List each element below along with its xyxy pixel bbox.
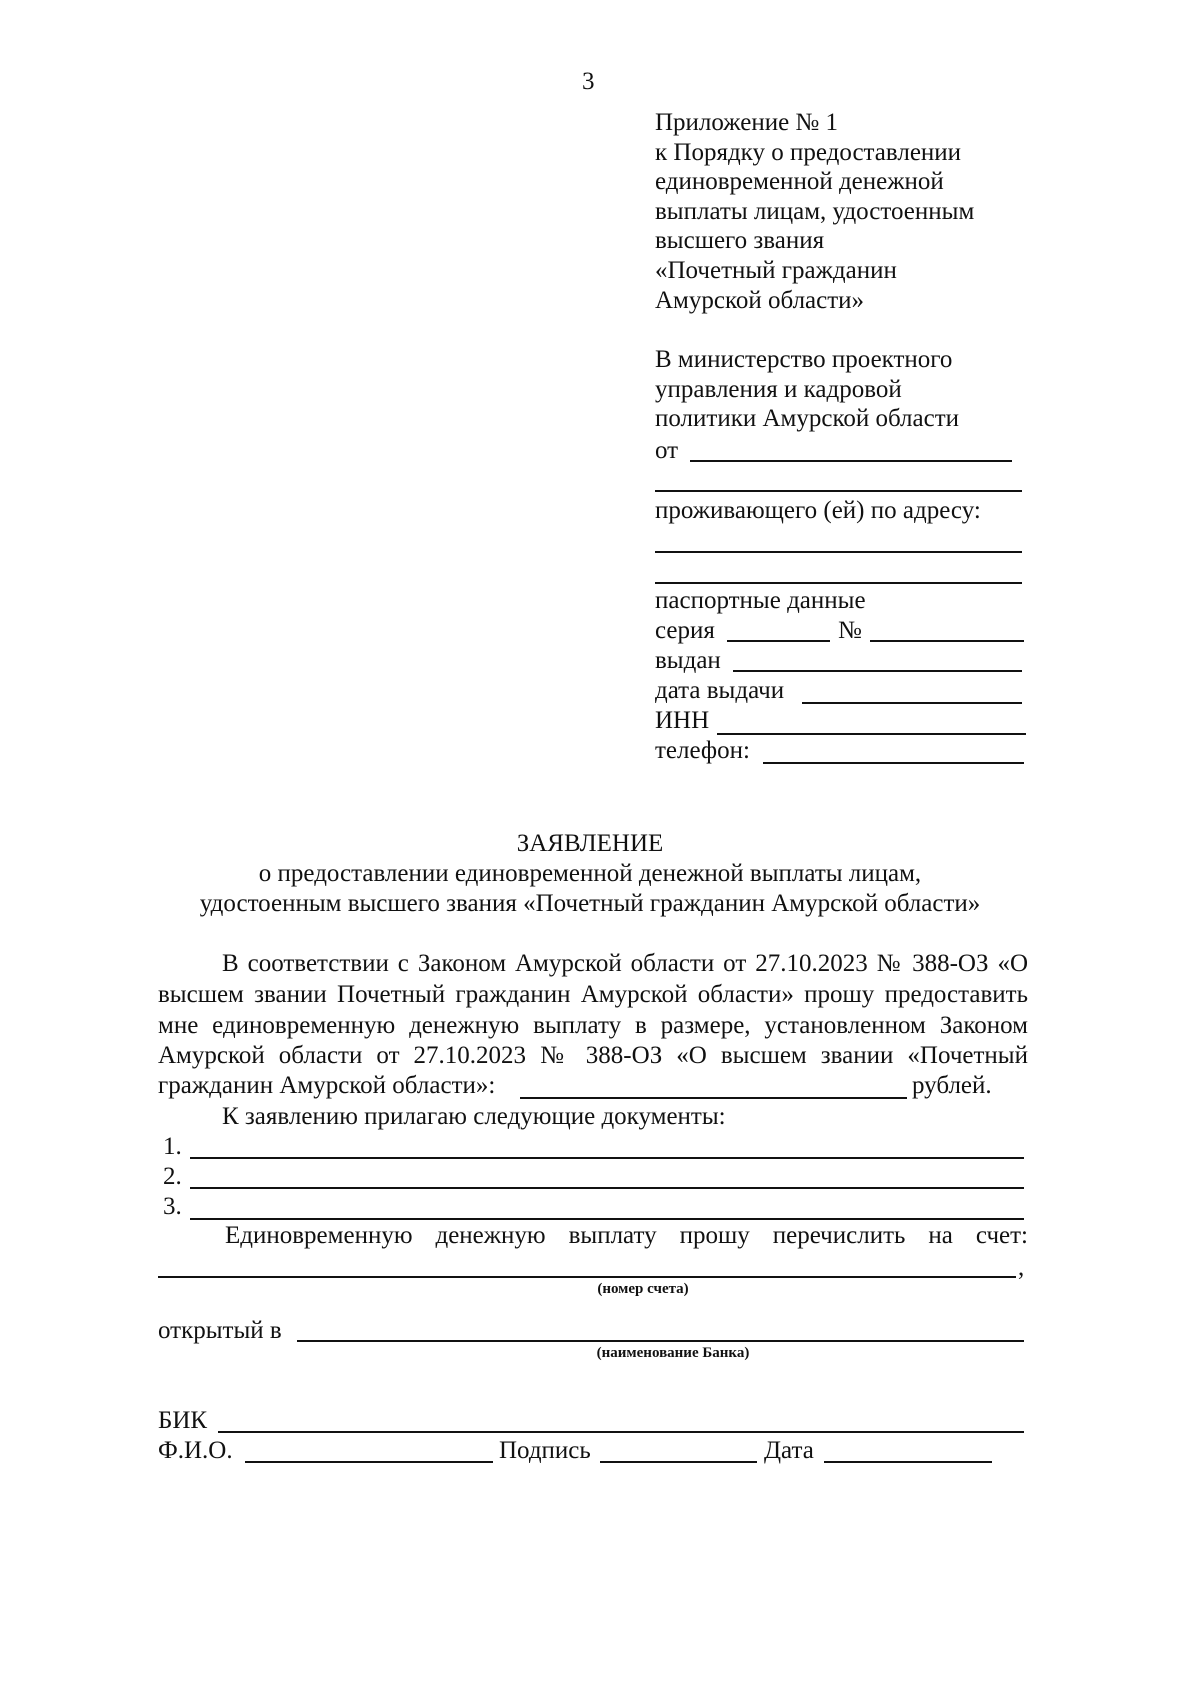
- passport-number-line[interactable]: [870, 640, 1024, 642]
- inn-line[interactable]: [717, 733, 1026, 735]
- addressee-line: управления и кадровой: [655, 375, 902, 403]
- page-number: 3: [582, 68, 595, 95]
- bik-line[interactable]: [218, 1431, 1024, 1433]
- date-label: Дата: [764, 1437, 814, 1464]
- body-line: гражданин Амурской области»:: [158, 1072, 496, 1099]
- document-line-1[interactable]: [190, 1157, 1024, 1159]
- documents-intro: К заявлению прилагаю следующие документы:: [222, 1103, 726, 1130]
- phone-label: телефон:: [655, 737, 750, 764]
- address-line-1[interactable]: [655, 551, 1022, 553]
- from-label: от: [655, 437, 679, 464]
- bank-line[interactable]: [297, 1340, 1024, 1342]
- document-subtitle-1: о предоставлении единовременной денежной выплаты лицам,: [258, 860, 922, 887]
- bank-caption: (наименование Банка): [596, 1345, 750, 1361]
- from-line[interactable]: [690, 460, 1012, 462]
- appendix-line: Приложение № 1: [655, 109, 839, 136]
- appendix-line: Амурской области»: [655, 286, 865, 314]
- fio-line[interactable]: [245, 1461, 493, 1463]
- series-line[interactable]: [727, 640, 830, 642]
- fio-label: Ф.И.О.: [158, 1437, 233, 1464]
- body-line: В соответствии с Законом Амурской области от 27.10.2023 № 388-ОЗ «О: [222, 950, 1028, 977]
- phone-line[interactable]: [763, 762, 1024, 764]
- signature-line[interactable]: [600, 1461, 757, 1463]
- document-line-3[interactable]: [190, 1218, 1024, 1220]
- doc-number-1: 1.: [163, 1133, 182, 1160]
- addressee-line: политики Амурской области: [655, 405, 960, 433]
- transfer-text: Единовременную денежную выплату прошу перечислить на счет:: [225, 1222, 1028, 1249]
- document-subtitle-2: удостоенным высшего звания «Почетный гражданин Амурской области»: [199, 890, 981, 917]
- passport-label: паспортные данные: [655, 587, 866, 614]
- doc-number-2: 2.: [163, 1163, 182, 1190]
- body-line: высшем звании Почетный гражданин Амурской области» прошу предоставить: [158, 981, 1028, 1008]
- rubles-label: рублей.: [912, 1072, 992, 1099]
- document-heading: ЗАЯВЛЕНИЕ: [516, 830, 664, 857]
- address-label: проживающего (ей) по адресу:: [655, 497, 981, 524]
- appendix-line: высшего звания: [655, 227, 825, 255]
- account-line[interactable]: [158, 1276, 1016, 1278]
- bik-label: БИК: [158, 1407, 208, 1434]
- body-line: Амурской области от 27.10.2023 № 388-ОЗ «О высшем звании «Почетный: [158, 1042, 1028, 1069]
- from-field[interactable]: [655, 437, 678, 465]
- series-label: серия: [655, 617, 715, 644]
- issue-date-line[interactable]: [802, 702, 1022, 704]
- issued-line[interactable]: [733, 670, 1022, 672]
- account-comma: ,: [1018, 1254, 1025, 1281]
- address-line-2[interactable]: [655, 582, 1022, 584]
- date-line[interactable]: [824, 1461, 992, 1463]
- appendix-line: к Порядку о предоставлении: [655, 138, 962, 166]
- issue-date-label: дата выдачи: [655, 677, 785, 704]
- document-line-2[interactable]: [190, 1187, 1024, 1189]
- appendix-line: выплаты лицам, удостоенным: [655, 197, 975, 225]
- inn-label: ИНН: [655, 707, 710, 734]
- addressee-line: В министерство проектного: [655, 346, 953, 373]
- account-caption: (номер счета): [597, 1281, 689, 1297]
- number-label: №: [838, 617, 862, 644]
- appendix-line: единовременной денежной: [655, 168, 944, 196]
- from-line-2[interactable]: [655, 490, 1022, 492]
- opened-label: открытый в: [158, 1317, 282, 1344]
- body-line: мне единовременную денежную выплату в размере, установленном Законом: [158, 1012, 1028, 1039]
- appendix-line: «Почетный гражданин: [655, 256, 897, 284]
- issued-label: выдан: [655, 647, 721, 674]
- addressee-block: [655, 345, 959, 434]
- signature-label: Подпись: [499, 1437, 591, 1464]
- doc-number-3: 3.: [163, 1193, 182, 1220]
- appendix-block: [655, 108, 974, 315]
- amount-line[interactable]: [520, 1097, 907, 1099]
